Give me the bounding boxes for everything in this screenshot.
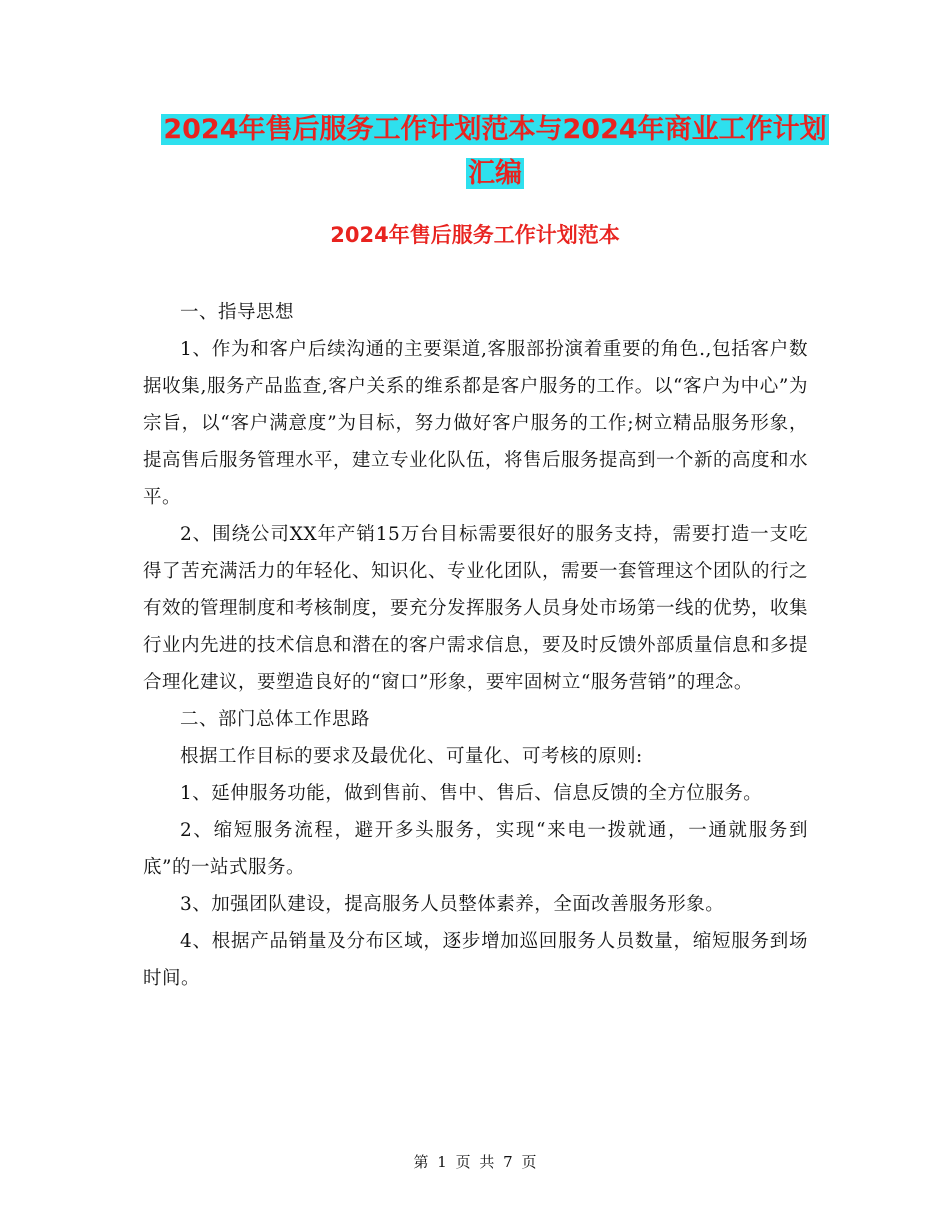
- document-title: [140, 108, 850, 196]
- heading-department-ideas: 二、部门总体工作思路: [180, 709, 371, 730]
- paragraph-principles: 根据工作目标的要求及最优化、可量化、可考核的原则:: [180, 746, 643, 767]
- list-item-3: 3、加强团队建设，提高服务人员整体素养，全面改善服务形象。: [180, 894, 725, 915]
- document-title-line1: 2024年售后服务工作计划范本与2024年商业工作计划: [163, 114, 827, 145]
- document-title-line2: 汇编: [468, 158, 522, 189]
- page-footer: 第 1 页 共 7 页: [413, 1153, 537, 1171]
- heading-guiding-ideology: 一、指导思想: [180, 302, 295, 323]
- document-body: [143, 294, 808, 997]
- list-item-4: 4、根据产品销量及分布区域，逐步增加巡回服务人员数量，缩短服务到场时间。: [143, 931, 808, 989]
- list-item-1: 1、延伸服务功能，做到售前、售中、售后、信息反馈的全方位服务。: [180, 783, 763, 804]
- paragraph-2: 2、围绕公司XX年产销15万台目标需要很好的服务支持，需要打造一支吃得了苦充满活力的年轻化、知识化、专业化团队，需要一套管理这个团队的行之有效的管理制度和考核制度，要充分发挥服务人员身处市场第一线的优势，收集行业内先进的技术信息和潜在的客户需求信息，要及时反馈外部质量信息和多提合理化建议，要塑造良好的“窗口”形象，要牢固树立“服务营销”的理念。: [143, 524, 809, 693]
- list-item-2: 2、缩短服务流程，避开多头服务，实现“来电一拨就通，一通就服务到底”的一站式服务。: [143, 820, 808, 878]
- paragraph-1: 1、作为和客户后续沟通的主要渠道,客服部扮演着重要的角色.,包括客户数据收集,服务产品监查,客户关系的维系都是客户服务的工作。以“客户为中心”为宗旨，以“客户满意度”为目标，努力做好客户服务的工作;树立精品服务形象，提高售后服务管理水平，建立专业化队伍，将售后服务提高到一个新的高度和水平。: [143, 339, 809, 508]
- section-title: 2024年售后服务工作计划范本: [330, 223, 620, 247]
